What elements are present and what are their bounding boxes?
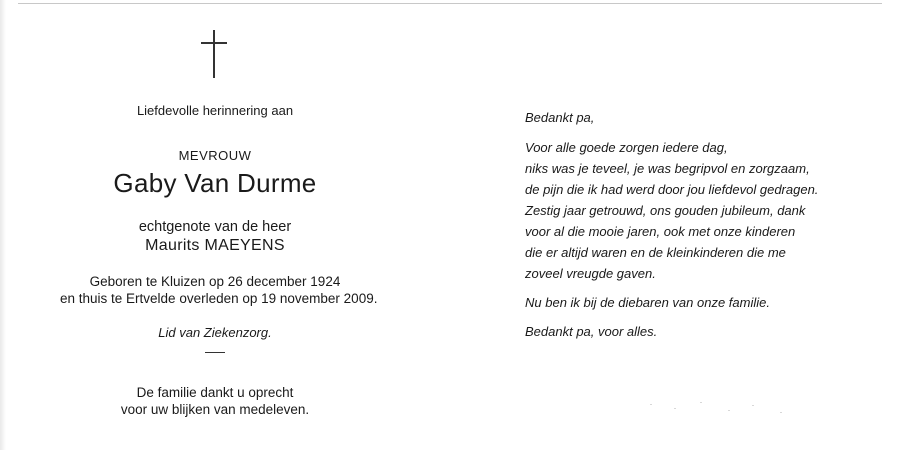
poem-line-7: zoveel vreugde gaven. xyxy=(525,266,656,281)
birth-line: Geboren te Kluizen op 26 december 1924 xyxy=(89,274,341,289)
poem-line-4: Zestig jaar getrouwd, ons gouden jubileum, dank xyxy=(525,203,806,218)
card-edge-shadow xyxy=(0,0,6,450)
deceased-name: Gaby Van Durme xyxy=(113,168,317,198)
thanks-line-2: voor uw blijken van medeleven. xyxy=(120,402,310,417)
thanks-line-1: De familie dankt u oprecht xyxy=(136,385,294,400)
paper-specks xyxy=(640,398,820,418)
poem-line-2: niks was je teveel, je was begripvol en zorgzaam, xyxy=(525,161,810,176)
poem-line-5: voor al die mooie jaren, ook met onze kinderen xyxy=(525,224,796,239)
greeting: Bedankt pa, xyxy=(525,110,595,125)
membership-line: Lid van Ziekenzorg. xyxy=(158,325,272,340)
poem-line-6: die er altijd waren en de kleinkinderen die me xyxy=(525,245,786,260)
intro-text: Liefdevolle herinnering aan xyxy=(136,103,294,118)
closing-line-2: Bedankt pa, voor alles. xyxy=(525,324,658,339)
spouse-name: Maurits MAEYENS xyxy=(145,237,285,254)
honorific-title: MEVROUW xyxy=(178,148,252,163)
cross-icon xyxy=(201,30,227,78)
left-panel xyxy=(60,0,378,450)
closing-line-1: Nu ben ik bij de diebaren van onze familie. xyxy=(525,295,770,310)
death-line: en thuis te Ertvelde overleden op 19 november 2009. xyxy=(60,291,378,306)
separator-dash xyxy=(205,352,225,353)
right-panel xyxy=(525,0,885,450)
spouse-intro-text: echtgenote van de heer xyxy=(138,219,292,235)
poem-line-1: Voor alle goede zorgen iedere dag, xyxy=(525,140,728,155)
poem-line-3: de pijn die ik had werd door jou liefdevol gedragen. xyxy=(525,182,819,197)
